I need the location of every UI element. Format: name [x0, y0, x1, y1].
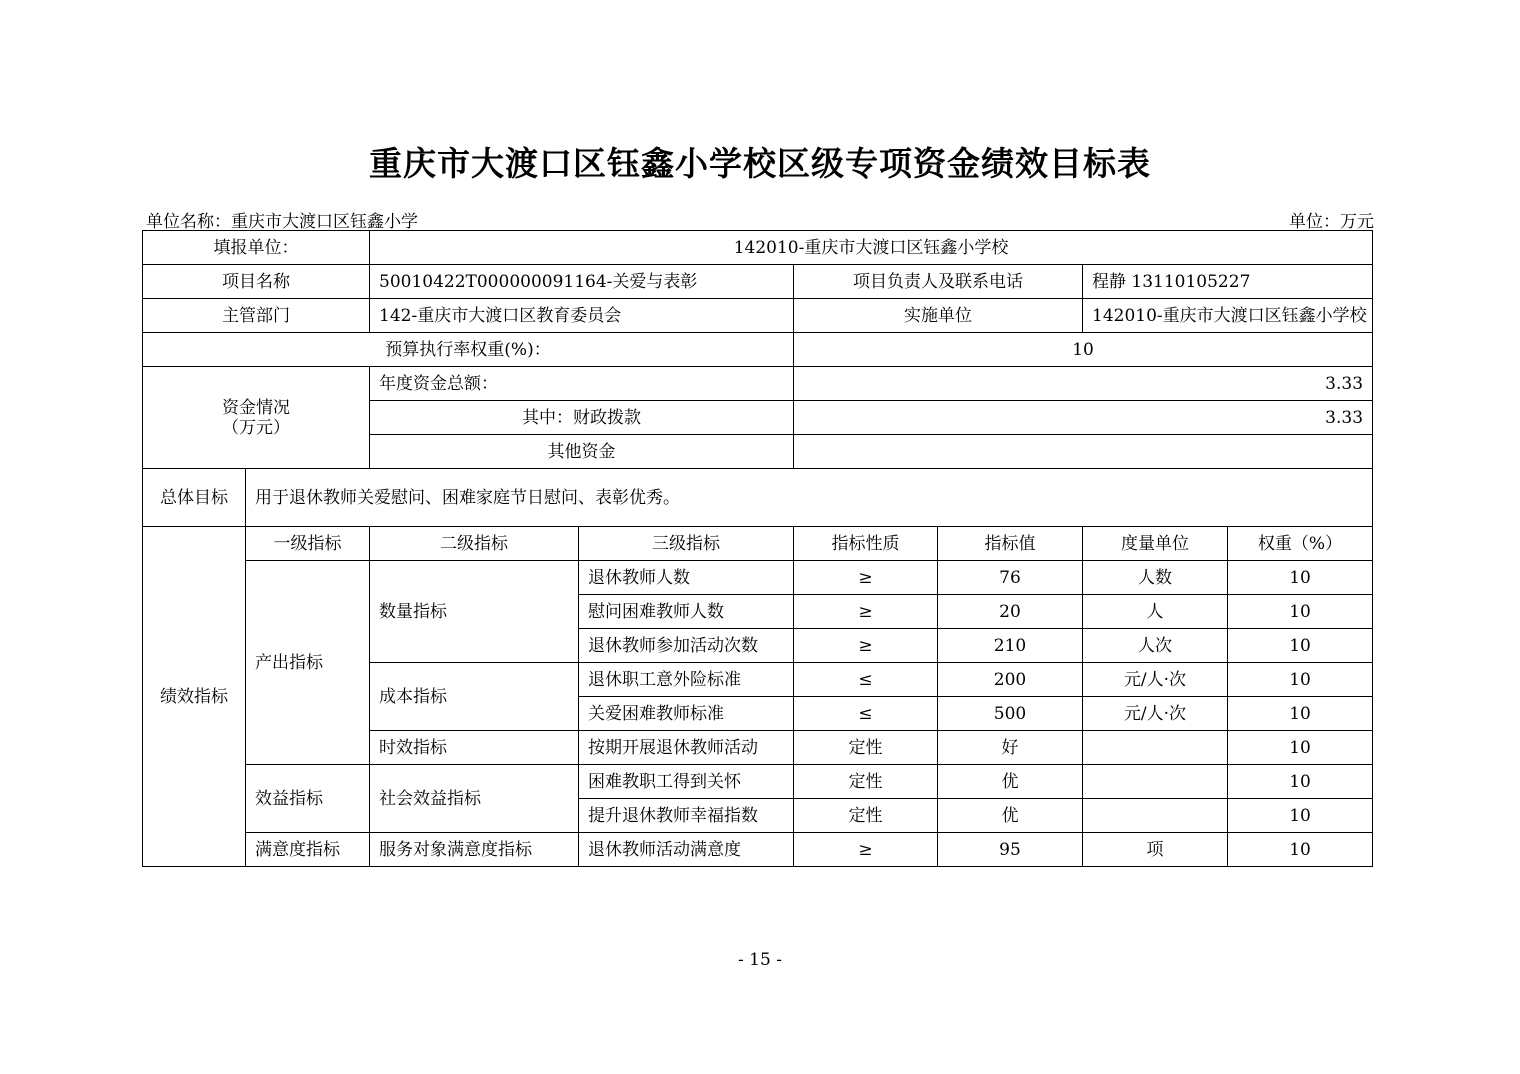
indicator-nature: 定性 — [794, 765, 938, 799]
currency-unit-label: 单位：万元 — [1289, 212, 1374, 232]
indicator-unit — [1083, 731, 1228, 765]
perf-indicator-label: 绩效指标 — [143, 527, 246, 867]
funds-fiscal-label: 其中：财政拨款 — [370, 401, 794, 435]
indicator-value: 95 — [938, 833, 1083, 867]
level2-social-benefit: 社会效益指标 — [370, 765, 579, 833]
dept-label: 主管部门 — [143, 299, 370, 333]
level1-satisfaction: 满意度指标 — [246, 833, 370, 867]
header-level3: 三级指标 — [579, 527, 794, 561]
indicator-nature: 定性 — [794, 731, 938, 765]
dept-value: 142-重庆市大渡口区教育委员会 — [370, 299, 794, 333]
indicator-name: 按期开展退休教师活动 — [579, 731, 794, 765]
project-name-row — [143, 265, 1373, 299]
table-row — [143, 765, 1373, 799]
project-name-value: 50010422T000000091164-关爱与表彰 — [370, 265, 794, 299]
indicator-nature: 定性 — [794, 799, 938, 833]
indicator-value: 优 — [938, 765, 1083, 799]
level2-service-satisfaction: 服务对象满意度指标 — [370, 833, 579, 867]
indicator-name: 退休教师人数 — [579, 561, 794, 595]
indicator-name: 提升退休教师幸福指数 — [579, 799, 794, 833]
overall-goal-text: 用于退休教师关爱慰问、困难家庭节日慰问、表彰优秀。 — [246, 469, 1373, 527]
indicator-name: 退休职工意外险标准 — [579, 663, 794, 697]
indicator-nature: ≥ — [794, 561, 938, 595]
funds-other-value — [794, 435, 1373, 469]
indicator-unit — [1083, 799, 1228, 833]
project-name-label: 项目名称 — [143, 265, 370, 299]
level2-quantity: 数量指标 — [370, 561, 579, 663]
indicator-weight: 10 — [1228, 595, 1373, 629]
budget-weight-value: 10 — [794, 333, 1373, 367]
indicator-header-row — [143, 527, 1373, 561]
department-row — [143, 299, 1373, 333]
indicator-value: 200 — [938, 663, 1083, 697]
level2-cost: 成本指标 — [370, 663, 579, 731]
indicator-unit: 元/人·次 — [1083, 697, 1228, 731]
page-title: 重庆市大渡口区钰鑫小学校区级专项资金绩效目标表 — [369, 144, 1151, 183]
indicator-weight: 10 — [1228, 663, 1373, 697]
indicator-nature: ≥ — [794, 629, 938, 663]
funds-total-row — [143, 367, 1373, 401]
indicator-weight: 10 — [1228, 731, 1373, 765]
indicator-value: 好 — [938, 731, 1083, 765]
overall-goal-row — [143, 469, 1373, 527]
contact-label: 项目负责人及联系电话 — [794, 265, 1083, 299]
budget-weight-row — [143, 333, 1373, 367]
overall-goal-label: 总体目标 — [143, 469, 246, 527]
header-level1: 一级指标 — [246, 527, 370, 561]
performance-target-table — [142, 230, 1373, 867]
indicator-unit — [1083, 765, 1228, 799]
report-unit-value: 142010-重庆市大渡口区钰鑫小学校 — [370, 231, 1373, 265]
header-unit: 度量单位 — [1083, 527, 1228, 561]
indicator-weight: 10 — [1228, 629, 1373, 663]
indicator-unit: 人次 — [1083, 629, 1228, 663]
indicator-unit: 人 — [1083, 595, 1228, 629]
indicator-weight: 10 — [1228, 697, 1373, 731]
indicator-weight: 10 — [1228, 561, 1373, 595]
contact-value: 程静 13110105227 — [1083, 265, 1373, 299]
indicator-value: 优 — [938, 799, 1083, 833]
indicator-nature: ≥ — [794, 595, 938, 629]
indicator-value: 210 — [938, 629, 1083, 663]
header-value: 指标值 — [938, 527, 1083, 561]
indicator-unit: 项 — [1083, 833, 1228, 867]
level1-output: 产出指标 — [246, 561, 370, 765]
funds-label — [143, 367, 370, 469]
budget-weight-label: 预算执行率权重(%)： — [143, 333, 794, 367]
funds-total-value: 3.33 — [794, 367, 1373, 401]
indicator-name: 慰问困难教师人数 — [579, 595, 794, 629]
indicator-weight: 10 — [1228, 799, 1373, 833]
funds-label-line2: （万元） — [222, 417, 290, 438]
indicator-value: 20 — [938, 595, 1083, 629]
table-row — [143, 561, 1373, 595]
indicator-name: 退休教师活动满意度 — [579, 833, 794, 867]
impl-unit-value: 142010-重庆市大渡口区钰鑫小学校 — [1083, 299, 1373, 333]
indicator-name: 关爱困难教师标准 — [579, 697, 794, 731]
funds-label-line1: 资金情况 — [222, 397, 290, 418]
level2-timeliness: 时效指标 — [370, 731, 579, 765]
page-number: - 15 - — [738, 950, 782, 970]
indicator-nature: ≤ — [794, 697, 938, 731]
header-level2: 二级指标 — [370, 527, 579, 561]
table-row — [143, 833, 1373, 867]
indicator-value: 76 — [938, 561, 1083, 595]
header-nature: 指标性质 — [794, 527, 938, 561]
indicator-weight: 10 — [1228, 833, 1373, 867]
level1-benefit: 效益指标 — [246, 765, 370, 833]
indicator-weight: 10 — [1228, 765, 1373, 799]
funds-total-label: 年度资金总额： — [370, 367, 794, 401]
indicator-name: 困难教职工得到关怀 — [579, 765, 794, 799]
report-unit-row — [143, 231, 1373, 265]
report-unit-label: 填报单位： — [143, 231, 370, 265]
indicator-unit: 元/人·次 — [1083, 663, 1228, 697]
indicator-name: 退休教师参加活动次数 — [579, 629, 794, 663]
funds-fiscal-value: 3.33 — [794, 401, 1373, 435]
indicator-unit: 人数 — [1083, 561, 1228, 595]
indicator-value: 500 — [938, 697, 1083, 731]
header-weight: 权重（%） — [1228, 527, 1373, 561]
unit-name-label: 单位名称：重庆市大渡口区钰鑫小学 — [146, 212, 418, 232]
indicator-nature: ≤ — [794, 663, 938, 697]
funds-other-label: 其他资金 — [370, 435, 794, 469]
indicator-nature: ≥ — [794, 833, 938, 867]
impl-unit-label: 实施单位 — [794, 299, 1083, 333]
